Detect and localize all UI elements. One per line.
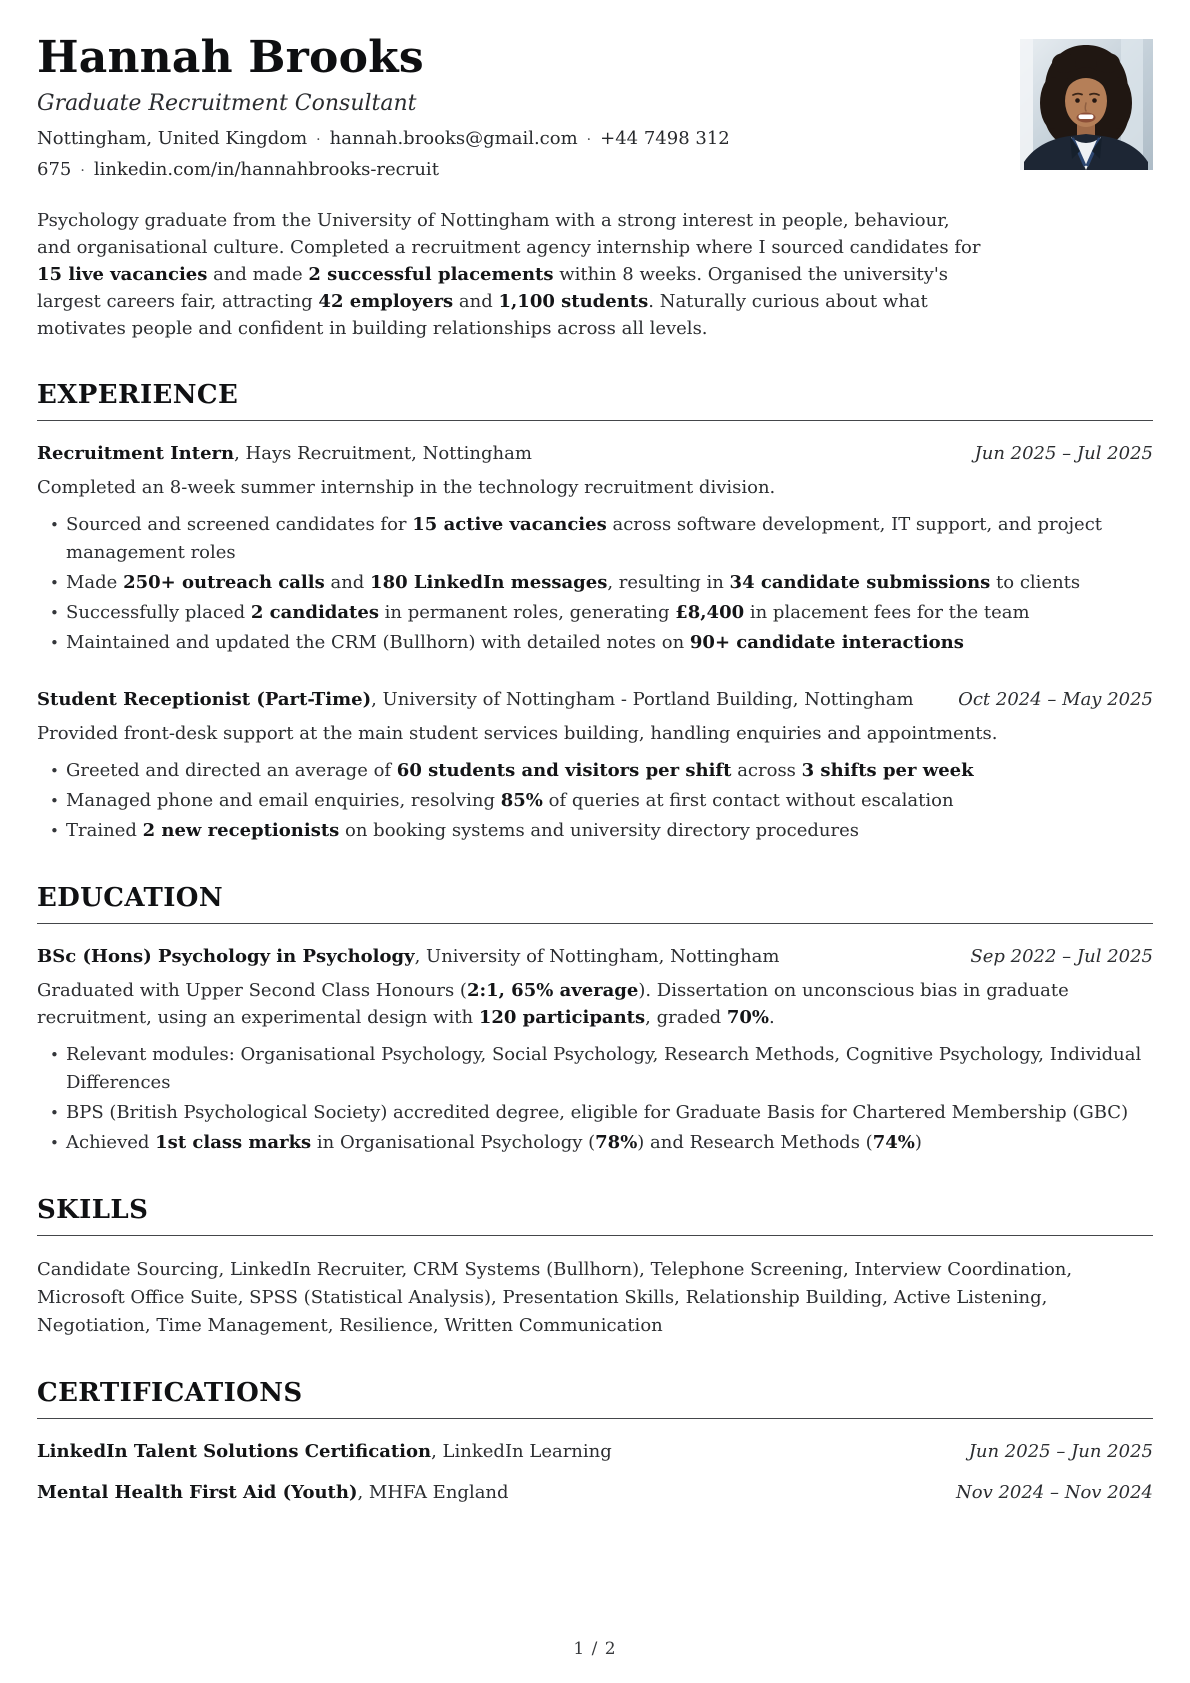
- entry-head: [37, 944, 1153, 970]
- contact-separator: ·: [80, 162, 85, 179]
- degree-affiliation: , University of Nottingham, Nottingham: [414, 945, 780, 967]
- entry-description: Graduated with Upper Second Class Honours (2:1, 65% average). Dissertation on unconscious bias in graduate recruitment, using an experimental design with 120 participants, graded 70%.: [37, 979, 1069, 1028]
- certification-dates: Jun 2025 – Jun 2025: [968, 1440, 1153, 1462]
- certification-title: [37, 1439, 612, 1465]
- education-item-1: [37, 944, 1153, 1157]
- entry-dates: Jun 2025 – Jul 2025: [974, 442, 1153, 464]
- section-education: [37, 883, 1153, 1157]
- entry-title: [37, 944, 779, 970]
- certification-dates: Nov 2024 – Nov 2024: [955, 1481, 1153, 1503]
- entry-bullets: [37, 757, 1153, 845]
- bullet-item: • Maintained and updated the CRM (Bullhorn) with detailed notes on 90+ candidate interactions: [37, 629, 1153, 657]
- role-name: Recruitment Intern: [37, 442, 235, 464]
- role-affiliation: , Hays Recruitment, Nottingham: [234, 442, 532, 464]
- section-experience: [37, 380, 1153, 845]
- role-affiliation: , University of Nottingham - Portland Building, Nottingham: [371, 688, 914, 710]
- certification-issuer: , LinkedIn Learning: [431, 1440, 612, 1462]
- bullet-item: • Trained 2 new receptionists on booking systems and university directory procedures: [37, 817, 1153, 845]
- bullet-item: • Managed phone and email enquiries, resolving 85% of queries at first contact without escalation: [37, 787, 1153, 815]
- header: [37, 34, 1153, 342]
- page-number: 1 / 2: [573, 1639, 617, 1659]
- education-heading: EDUCATION: [37, 883, 1153, 924]
- section-certifications: [37, 1378, 1153, 1506]
- headline: Graduate Recruitment Consultant: [37, 90, 417, 116]
- certification-item-2: [37, 1480, 1153, 1506]
- entry-description: Completed an 8-week summer internship in the technology recruitment division.: [37, 476, 776, 498]
- skills-list: Candidate Sourcing, LinkedIn Recruiter, CRM Systems (Bullhorn), Telephone Screening, Interview Coordination, Microsoft Office Suite, SPSS (Statistical Analysis), Presentation Skills, Relationship Building, Active Listening, Negotiation, Time Management, Resilience, Written Communication: [37, 1258, 1073, 1336]
- summary-paragraph: Psychology graduate from the University of Nottingham with a strong interest in people, behaviour, and organisational culture. Completed a recruitment agency internship where I sourced candidates for 15 live vacancies and made 2 successful placements within 8 weeks. Organised the university's largest careers fair, attracting 42 employers and 1,100 students. Naturally curious about what motivates people and confident in building relationships across all levels.: [37, 209, 981, 339]
- experience-heading: EXPERIENCE: [37, 380, 1153, 421]
- bullet-item: • BPS (British Psychological Society) accredited degree, eligible for Graduate Basis for Chartered Membership (GBC): [37, 1099, 1153, 1127]
- certification-name: LinkedIn Talent Solutions Certification: [37, 1440, 432, 1462]
- certification-title: [37, 1480, 509, 1506]
- skills-heading: SKILLS: [37, 1195, 1153, 1236]
- skills-body: [37, 1256, 1153, 1340]
- experience-body: [37, 441, 1153, 845]
- bullet-item: • Relevant modules: Organisational Psychology, Social Psychology, Research Methods, Cognitive Psychology, Individual Differences: [37, 1041, 1153, 1097]
- experience-item-2: [37, 687, 1153, 845]
- certifications-body: [37, 1439, 1153, 1506]
- entry-bullets: [37, 511, 1153, 657]
- entry-dates: Oct 2024 – May 2025: [958, 688, 1153, 710]
- email-link[interactable]: hannah.brooks@gmail.com: [329, 127, 578, 149]
- certification-name: Mental Health First Aid (Youth): [37, 1481, 358, 1503]
- education-body: [37, 944, 1153, 1157]
- location: Nottingham, United Kingdom: [37, 127, 308, 149]
- bullet-item: • Sourced and screened candidates for 15 active vacancies across software development, IT support, and project management roles: [37, 511, 1153, 567]
- entry-title: [37, 441, 532, 467]
- section-skills: [37, 1195, 1153, 1340]
- bullet-item: • Made 250+ outreach calls and 180 LinkedIn messages, resulting in 34 candidate submissions to clients: [37, 569, 1153, 597]
- profile-photo: [1020, 39, 1153, 170]
- bullet-item: • Achieved 1st class marks in Organisational Psychology (78%) and Research Methods (74%): [37, 1129, 1153, 1157]
- entry-head: [37, 441, 1153, 467]
- phone: +44 7498 312 675: [37, 127, 730, 180]
- contact-line: [37, 124, 988, 186]
- portrait-illustration: [1020, 39, 1153, 170]
- certification-issuer: , MHFA England: [357, 1481, 509, 1503]
- entry-head: [37, 687, 1153, 713]
- degree-name: BSc (Hons) Psychology in Psychology: [37, 945, 415, 967]
- entry-bullets: [37, 1041, 1153, 1157]
- linkedin-link[interactable]: linkedin.com/in/hannahbrooks-recruit: [93, 158, 439, 180]
- bullet-item: • Successfully placed 2 candidates in permanent roles, generating £8,400 in placement fees for the team: [37, 599, 1153, 627]
- bullet-item: • Greeted and directed an average of 60 students and visitors per shift across 3 shifts per week: [37, 757, 1153, 785]
- contact-separator: ·: [586, 131, 592, 148]
- role-name: Student Receptionist (Part-Time): [37, 688, 372, 710]
- person-name: Hannah Brooks: [37, 32, 424, 83]
- experience-item-1: [37, 441, 1153, 657]
- contact-separator: ·: [316, 131, 321, 148]
- entry-description: Provided front-desk support at the main student services building, handling enquiries and appointments.: [37, 722, 998, 744]
- header-info: [37, 34, 988, 342]
- certification-item-1: [37, 1439, 1153, 1465]
- certifications-heading: CERTIFICATIONS: [37, 1378, 1153, 1419]
- entry-dates: Sep 2022 – Jul 2025: [970, 945, 1153, 967]
- entry-title: [37, 687, 914, 713]
